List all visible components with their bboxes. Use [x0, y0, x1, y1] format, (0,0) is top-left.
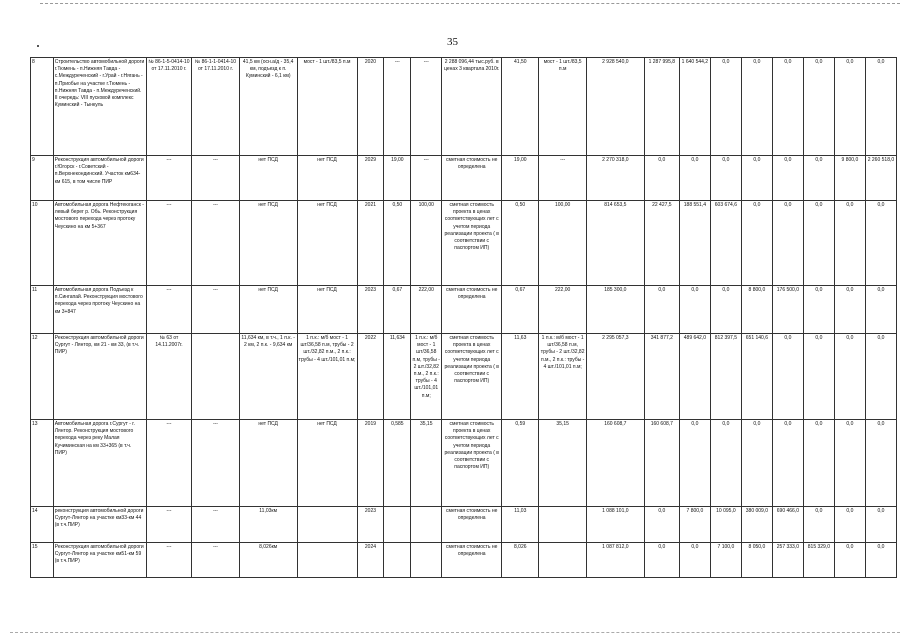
table-cell-c21: 0,0 [865, 543, 896, 578]
table-cell-c16: 0,0 [710, 420, 741, 507]
table-cell-c19: 0,0 [803, 286, 834, 334]
table-cell-c14: 341 877,2 [644, 334, 679, 420]
table-cell-c19: 815 329,0 [803, 543, 834, 578]
table-cell-c10: сметная стоимость проекта в ценах соответствующих лет с учетом периода реализации проекта ( в соответствии с паспортом ИП) [442, 420, 502, 507]
table-cell-c5: нет ПСД [239, 420, 297, 507]
table-cell-c21: 0,0 [865, 507, 896, 543]
table-cell-c3: --- [146, 156, 191, 201]
table-cell-c10: сметная стоимость проекта в ценах соответствующих лет с учетом периода реализации проекта ( в соответствии с паспортом ИП) [442, 334, 502, 420]
table-cell-c18: 257 333,0 [772, 543, 803, 578]
table-row [31, 334, 897, 420]
table-cell-c9: --- [411, 156, 442, 201]
table-cell-c20: 0,0 [834, 543, 865, 578]
table-cell-c12: --- [539, 156, 587, 201]
table-cell-c21: 2 260 518,0 [865, 156, 896, 201]
project-name-cell: Реконструкция автомобильной дороги Сургут - Лянтор, км 21 - км 33, (в т.ч. ПИР) [53, 334, 146, 420]
table-cell-c6: нет ПСД [297, 201, 357, 286]
table-cell-c17: 8 050,0 [741, 543, 772, 578]
table-cell-c14: 1 287 995,8 [644, 58, 679, 156]
table-cell-c16: 0,0 [710, 156, 741, 201]
table-cell-c20: 0,0 [834, 334, 865, 420]
row-number-cell: 9 [31, 156, 54, 201]
table-cell-c7: 2023 [357, 286, 384, 334]
table-cell-c3: --- [146, 543, 191, 578]
table-cell-c5: 11,634 км, в т.ч., 1 п.к. - 2 км, 2 п.к. - 9,634 км [239, 334, 297, 420]
table-cell-c18: 0,0 [772, 420, 803, 507]
table-row [31, 156, 897, 201]
scan-edge-top [40, 3, 900, 4]
table-cell-c19: 0,0 [803, 58, 834, 156]
table-cell-c8: 11,634 [384, 334, 411, 420]
table-cell-c19: 0,0 [803, 156, 834, 201]
table-cell-c14: 22 427,5 [644, 201, 679, 286]
table-cell-c6: нет ПСД [297, 286, 357, 334]
projects-table [30, 57, 897, 578]
row-number-cell: 15 [31, 543, 54, 578]
table-cell-c9 [411, 543, 442, 578]
table-cell-c12: 222,00 [539, 286, 587, 334]
table-cell-c13: 160 608,7 [586, 420, 644, 507]
table-cell-c6 [297, 507, 357, 543]
table-cell-c4: --- [192, 156, 240, 201]
table-row [31, 507, 897, 543]
table-cell-c8: 19,00 [384, 156, 411, 201]
table-cell-c13: 2 295 057,3 [586, 334, 644, 420]
table-cell-c7: 2023 [357, 507, 384, 543]
table-cell-c6 [297, 543, 357, 578]
page-number: 35 [447, 36, 458, 48]
table-cell-c6: мост - 1 шт./83,5 п.м [297, 58, 357, 156]
table-cell-c10: сметная стоимость проекта в ценах соответствующих лет с учетом периода реализации проекта ( в соответствии с паспортом ИП) [442, 201, 502, 286]
table-cell-c13: 1 087 812,0 [586, 543, 644, 578]
table-cell-c16: 603 674,6 [710, 201, 741, 286]
table-cell-c8 [384, 543, 411, 578]
table-cell-c11: 11,63 [502, 334, 539, 420]
table-cell-c4: --- [192, 201, 240, 286]
table-cell-c9: 35,15 [411, 420, 442, 507]
table-cell-c7: 2021 [357, 201, 384, 286]
table-cell-c3: № 86-1-5-0414-10 от 17.11.2010 г. [146, 58, 191, 156]
table-cell-c11: 19,00 [502, 156, 539, 201]
table-cell-c14: 0,0 [644, 156, 679, 201]
table-cell-c16: 0,0 [710, 286, 741, 334]
table-cell-c7: 2024 [357, 543, 384, 578]
table-cell-c7: 2019 [357, 420, 384, 507]
table-cell-c19: 0,0 [803, 420, 834, 507]
table-cell-c21: 0,0 [865, 58, 896, 156]
table-cell-c18: 0,0 [772, 334, 803, 420]
table-row [31, 58, 897, 156]
table-cell-c21: 0,0 [865, 201, 896, 286]
table-cell-c3: № 63 от 14.11.2007г. [146, 334, 191, 420]
table-cell-c13: 2 270 318,0 [586, 156, 644, 201]
table-cell-c17: 380 009,0 [741, 507, 772, 543]
table-cell-c6: нет ПСД [297, 156, 357, 201]
table-cell-c21: 0,0 [865, 420, 896, 507]
table-cell-c14: 0,0 [644, 286, 679, 334]
table-cell-c18: 0,0 [772, 58, 803, 156]
table-cell-c12: мост - 1 шт./83,5 п.м [539, 58, 587, 156]
scan-edge-bottom [10, 632, 900, 633]
table-cell-c14: 160 608,7 [644, 420, 679, 507]
table-cell-c17: 0,0 [741, 420, 772, 507]
table-cell-c15: 0,0 [679, 543, 710, 578]
table-cell-c16: 10 095,0 [710, 507, 741, 543]
table-cell-c10: сметная стоимость не определена [442, 507, 502, 543]
table-cell-c19: 0,0 [803, 507, 834, 543]
table-cell-c14: 0,0 [644, 507, 679, 543]
table-cell-c17: 0,0 [741, 156, 772, 201]
table-cell-c12: 1 п.к.: м/б мост - 1 шт/36,58 п.м, трубы - 2 шт./32,82 п.м., 2 п.к.: трубы - 4 шт./101,01 п.м; [539, 334, 587, 420]
table-cell-c9: 1 п.к.: м/б мост - 1 шт/36,58 п.м, трубы - 2 шт./32,82 п.м., 2 п.к.: трубы - 4 шт./101,01 п.м; [411, 334, 442, 420]
table-cell-c18: 0,0 [772, 156, 803, 201]
table-cell-c17: 651 140,6 [741, 334, 772, 420]
table-cell-c10: сметная стоимость не определена [442, 543, 502, 578]
table-row [31, 286, 897, 334]
table-cell-c4: --- [192, 507, 240, 543]
table-cell-c15: 489 642,0 [679, 334, 710, 420]
table-cell-c17: 0,0 [741, 201, 772, 286]
table-cell-c20: 0,0 [834, 58, 865, 156]
table-cell-c7: 2029 [357, 156, 384, 201]
project-name-cell: Автомобильная дорога Нефтеюганск - левый берег р. Обь. Реконструкция мостового перехода через протоку Чеускино на км 5+367 [53, 201, 146, 286]
project-name-cell: реконструкция автомобильной дороги Сургут-Лянтор на участке км33-км 44 (в т.ч.ПИР) [53, 507, 146, 543]
table-cell-c15: 0,0 [679, 286, 710, 334]
table-cell-c13: 814 653,5 [586, 201, 644, 286]
table-cell-c11: 41,50 [502, 58, 539, 156]
table-cell-c11: 8,026 [502, 543, 539, 578]
table-cell-c5: нет ПСД [239, 201, 297, 286]
table-cell-c9: --- [411, 58, 442, 156]
table-cell-c4: № 86-1-1-0414-10 от 17.11.2010 г. [192, 58, 240, 156]
project-name-cell: Реконструкция автомобильной дороги Сургут-Лянтор на участке км51-км 59 (в т.ч.ПИР) [53, 543, 146, 578]
table-row [31, 543, 897, 578]
table-cell-c9: 222,00 [411, 286, 442, 334]
row-number-cell: 12 [31, 334, 54, 420]
row-number-cell: 8 [31, 58, 54, 156]
table-cell-c18: 0,0 [772, 201, 803, 286]
table-cell-c12 [539, 507, 587, 543]
table-cell-c7: 2020 [357, 58, 384, 156]
table-cell-c5: 41,5 км (осн.а/д - 35,4 км, подъезд к п. Куминский - 6,1 км) [239, 58, 297, 156]
table-cell-c4 [192, 334, 240, 420]
table-cell-c13: 1 088 101,0 [586, 507, 644, 543]
table-cell-c18: 690 466,0 [772, 507, 803, 543]
table-cell-c15: 0,0 [679, 156, 710, 201]
table-cell-c5: нет ПСД [239, 286, 297, 334]
table-cell-c10: сметная стоимость не определена [442, 286, 502, 334]
table-cell-c21: 0,0 [865, 334, 896, 420]
table-cell-c12: 35,15 [539, 420, 587, 507]
table-cell-c8 [384, 507, 411, 543]
table-cell-c4: --- [192, 286, 240, 334]
table-cell-c16: 7 100,0 [710, 543, 741, 578]
table-cell-c21: 0,0 [865, 286, 896, 334]
table-cell-c9 [411, 507, 442, 543]
table-cell-c13: 2 928 540,0 [586, 58, 644, 156]
table-cell-c12 [539, 543, 587, 578]
row-number-cell: 10 [31, 201, 54, 286]
table-cell-c8: 0,585 [384, 420, 411, 507]
table-cell-c4: --- [192, 420, 240, 507]
table-cell-c3: --- [146, 286, 191, 334]
table-cell-c13: 185 300,0 [586, 286, 644, 334]
table-cell-c17: 0,0 [741, 58, 772, 156]
project-name-cell: Строительство автомобильной дороги г.Тюмень - п.Нижняя Тавда - с.Междуреченский - г.Урай - г.Нягань - п.Приобье на участке г.Тюмень - п.Нижняя Тавда - п.Междуреченский. II очередь: VIII пусковой комплекс Куминский - Тынкуль [53, 58, 146, 156]
project-name-cell: Реконструкция автомобильной дороги г.Югорск - г.Советский - п.Верхнекондинский. Участок км634-км 615, в том числе ПИР [53, 156, 146, 201]
table-cell-c4: --- [192, 543, 240, 578]
project-name-cell: Автомобильная дорога г.Сургут - г. Лянтор. Реконструкция мостового перехода через реку Малая Кучиминская на км 33+365 (в т.ч. ПИР) [53, 420, 146, 507]
table-row [31, 420, 897, 507]
table-cell-c20: 0,0 [834, 201, 865, 286]
row-number-cell: 13 [31, 420, 54, 507]
table-cell-c20: 0,0 [834, 507, 865, 543]
table-cell-c14: 0,0 [644, 543, 679, 578]
table-cell-c19: 0,0 [803, 201, 834, 286]
table-cell-c3: --- [146, 507, 191, 543]
table-row [31, 201, 897, 286]
table-cell-c15: 1 640 544,2 [679, 58, 710, 156]
table-cell-c9: 100,00 [411, 201, 442, 286]
table-cell-c20: 0,0 [834, 420, 865, 507]
table-cell-c10: 2 288 096,44 тыс.руб. в ценах 3 квартала 2010г. [442, 58, 502, 156]
table-cell-c8: 0,67 [384, 286, 411, 334]
table-cell-c11: 0,50 [502, 201, 539, 286]
table-cell-c15: 7 800,0 [679, 507, 710, 543]
row-number-cell: 11 [31, 286, 54, 334]
table-cell-c8: 0,50 [384, 201, 411, 286]
table-cell-c15: 0,0 [679, 420, 710, 507]
table-cell-c5: 11,03км [239, 507, 297, 543]
table-cell-c3: --- [146, 201, 191, 286]
table-cell-c3: --- [146, 420, 191, 507]
table-cell-c7: 2022 [357, 334, 384, 420]
table-cell-c12: 100,00 [539, 201, 587, 286]
table-cell-c6: нет ПСД [297, 420, 357, 507]
project-name-cell: Автомобильная дорога Подъезд к п.Сингапай. Реконструкция мостового перехода через протоку Чеускино на км 3+847 [53, 286, 146, 334]
table-cell-c20: 9 800,0 [834, 156, 865, 201]
table-cell-c11: 11,03 [502, 507, 539, 543]
table-cell-c17: 8 800,0 [741, 286, 772, 334]
table-cell-c10: сметная стоимость не определена [442, 156, 502, 201]
table-cell-c18: 176 500,0 [772, 286, 803, 334]
table-cell-c19: 0,0 [803, 334, 834, 420]
table-cell-c8: --- [384, 58, 411, 156]
table-cell-c20: 0,0 [834, 286, 865, 334]
table-cell-c5: нет ПСД [239, 156, 297, 201]
table-cell-c16: 0,0 [710, 58, 741, 156]
table-cell-c11: 0,67 [502, 286, 539, 334]
row-number-cell: 14 [31, 507, 54, 543]
table-cell-c5: 8,026км [239, 543, 297, 578]
table-cell-c6: 1 п.к.: м/б мост - 1 шт/36,58 п.м, трубы - 2 шт./32,82 п.м., 2 п.к.: трубы - 4 шт./101,01 п.м; [297, 334, 357, 420]
table-cell-c15: 188 551,4 [679, 201, 710, 286]
table-cell-c16: 812 397,5 [710, 334, 741, 420]
table-cell-c11: 0,59 [502, 420, 539, 507]
